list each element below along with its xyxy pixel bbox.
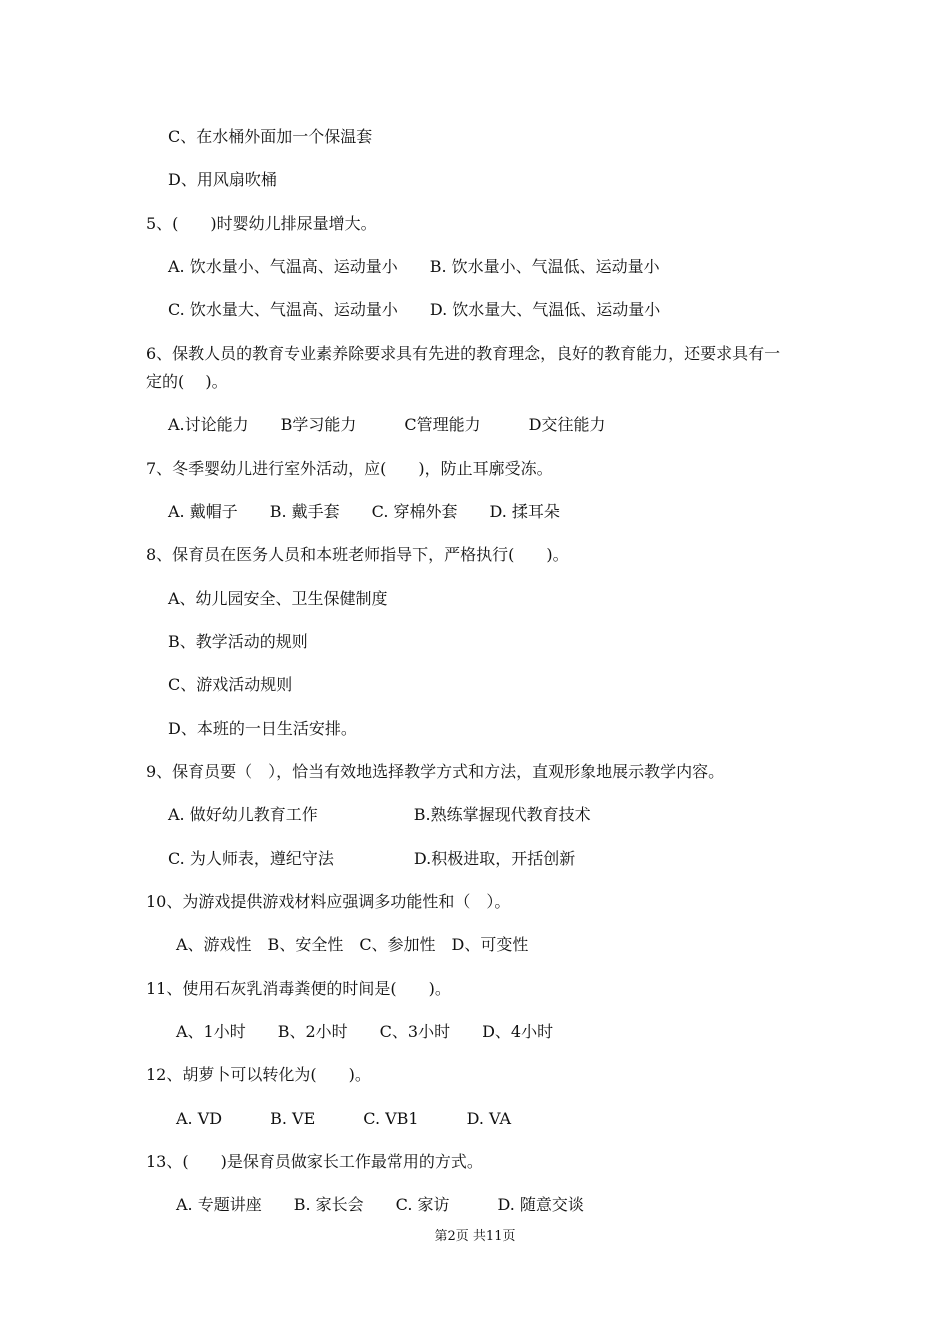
- question-5: 5、( )时婴幼儿排尿量增大。: [146, 214, 377, 233]
- question-6: 6、保教人员的教育专业素养除要求具有先进的教育理念，良好的教育能力，还要求具有一: [146, 344, 781, 363]
- option-line: D、本班的一日生活安排。: [168, 719, 357, 738]
- question-13: 13、( )是保育员做家长工作最常用的方式。: [146, 1152, 483, 1171]
- option-line: A、1小时 B、2小时 C、3小时 D、4小时: [176, 1022, 554, 1041]
- option-line: C. 饮水量大、气温高、运动量小 D. 饮水量大、气温低、运动量小: [168, 300, 661, 319]
- option-line: A. 戴帽子 B. 戴手套 C. 穿棉外套 D. 揉耳朵: [168, 502, 560, 521]
- question-9: 9、保育员要（ ），恰当有效地选择教学方式和方法，直观形象地展示教学内容。: [146, 762, 725, 781]
- option-line: A. 饮水量小、气温高、运动量小 B. 饮水量小、气温低、运动量小: [168, 257, 660, 276]
- option-line: A.讨论能力 B学习能力 C管理能力 D交往能力: [168, 415, 606, 434]
- page-number-footer: 第2页 共11页: [434, 1229, 516, 1244]
- option-line: C、在水桶外面加一个保温套: [168, 127, 373, 146]
- option-line: A. 专题讲座 B. 家长会 C. 家访 D. 随意交谈: [176, 1195, 584, 1214]
- option-line: A、幼儿园安全、卫生保健制度: [168, 589, 388, 608]
- question-10: 10、为游戏提供游戏材料应强调多功能性和（ ）。: [146, 892, 511, 911]
- question-11: 11、使用石灰乳消毒粪便的时间是( )。: [146, 979, 451, 998]
- question-7: 7、冬季婴幼儿进行室外活动，应( )，防止耳廓受冻。: [146, 459, 553, 478]
- option-line: C. 为人师表，遵纪守法 D.积极进取，开括创新: [168, 849, 576, 868]
- option-line: D、用风扇吹桶: [168, 170, 277, 189]
- option-line: A. 做好幼儿教育工作 B.熟练掌握现代教育技术: [168, 805, 591, 824]
- question-8: 8、保育员在医务人员和本班老师指导下，严格执行( )。: [146, 545, 569, 564]
- question-12: 12、胡萝卜可以转化为( )。: [146, 1065, 371, 1084]
- option-line: B、教学活动的规则: [168, 632, 308, 651]
- question-6-continued: 定的( )。: [146, 372, 228, 391]
- option-line: A、游戏性 B、安全性 C、参加性 D、可变性: [176, 935, 529, 954]
- option-line: A. VD B. VE C. VB1 D. VA: [176, 1109, 512, 1128]
- option-line: C、游戏活动规则: [168, 675, 293, 694]
